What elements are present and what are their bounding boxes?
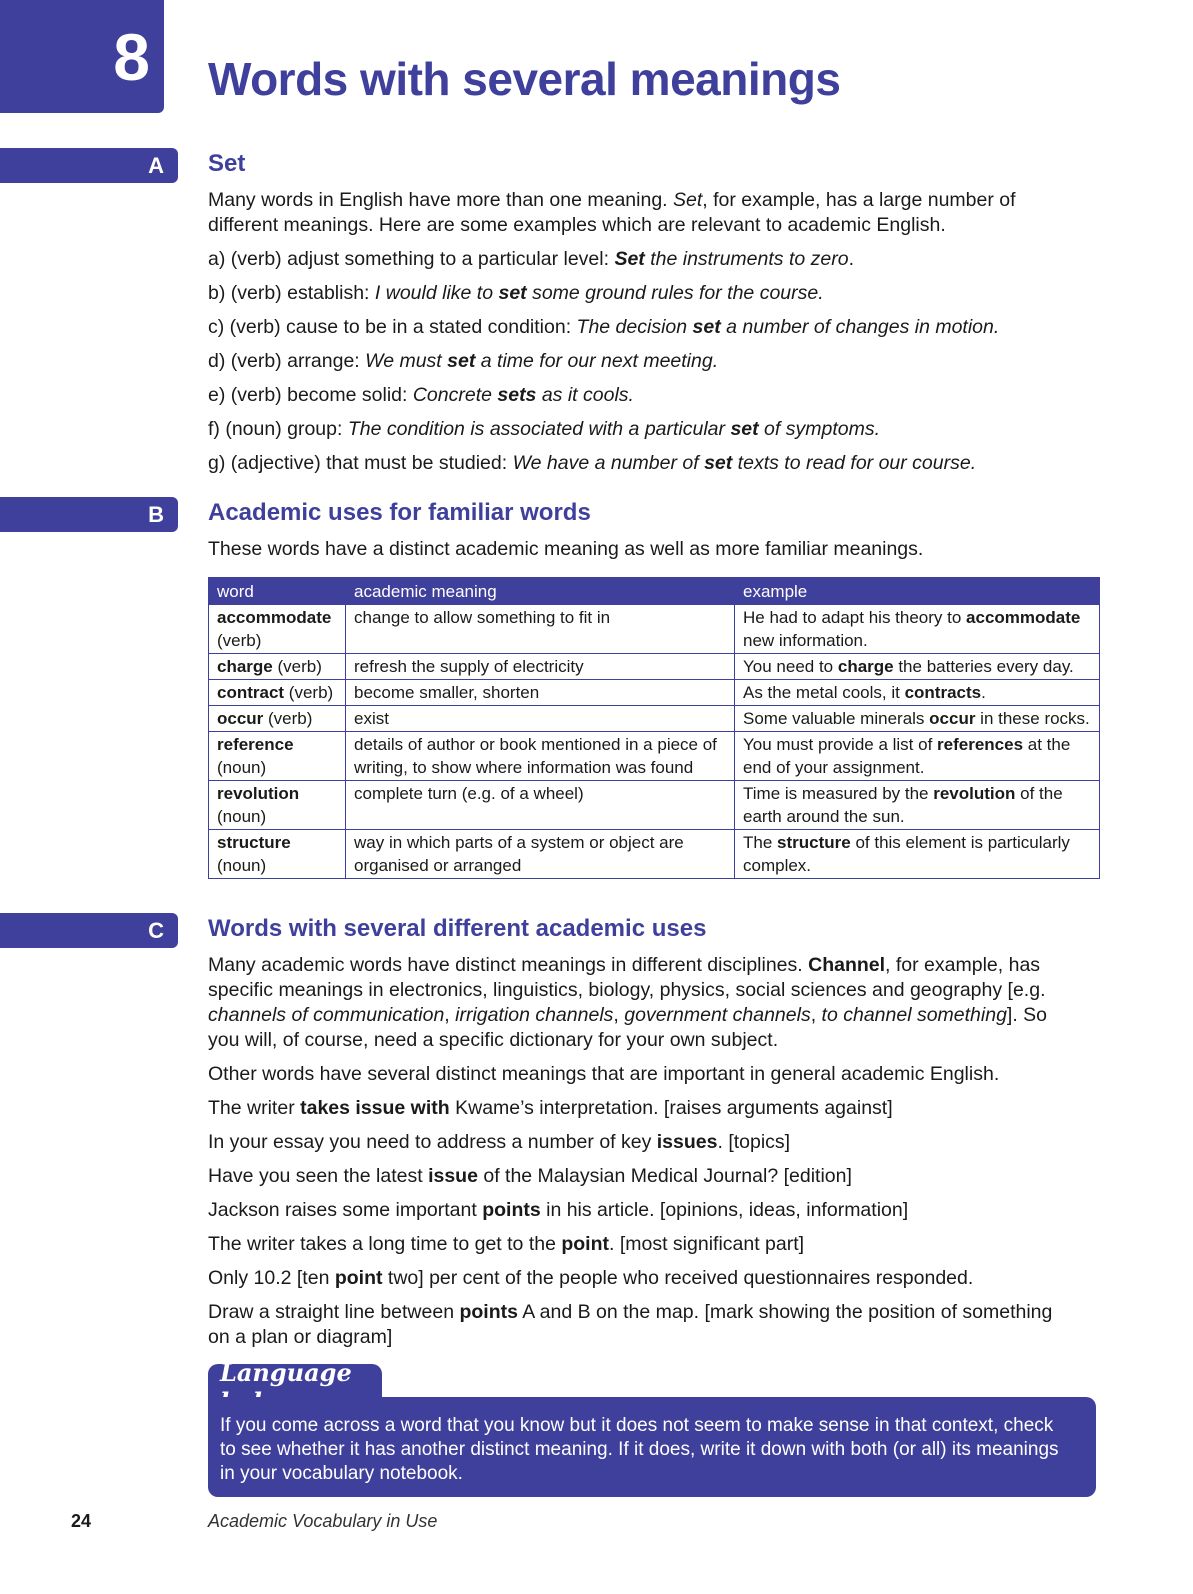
example-cell: He had to adapt his theory to accommodate new information. — [735, 605, 1100, 654]
word-cell: contract (verb) — [209, 680, 346, 706]
section-a-items — [208, 247, 1078, 476]
meaning-cell: become smaller, shorten — [346, 680, 735, 706]
word-cell: reference (noun) — [209, 732, 346, 781]
section-c-lines — [208, 1062, 1078, 1350]
list-item: e) (verb) become solid: Concrete sets as it cools. — [208, 384, 634, 406]
word-cell: occur (verb) — [209, 706, 346, 732]
list-item: Draw a straight line between points A and B on the map. [mark showing the position of something on a plan or diagram] — [208, 1301, 1053, 1348]
section-c-heading: Words with several different academic uses — [208, 915, 707, 942]
section-a-heading: Set — [208, 150, 246, 177]
word-cell: charge (verb) — [209, 654, 346, 680]
word-cell: accommodate (verb) — [209, 605, 346, 654]
section-b-tab — [0, 497, 178, 532]
section-b-heading: Academic uses for familiar words — [208, 499, 591, 526]
list-item: a) (verb) adjust something to a particular level: Set the instruments to zero. — [208, 248, 854, 270]
language-help-box — [208, 1397, 1096, 1497]
header-example: example — [735, 578, 1100, 605]
section-c-tab — [0, 913, 178, 948]
list-item: In your essay you need to address a number of key issues. [topics] — [208, 1131, 791, 1153]
section-a-intro: Many words in English have more than one meaning. Set, for example, has a large number of different meanings. Here are some examples which are relevant to academic English. — [208, 189, 1016, 236]
meaning-cell: change to allow something to fit in — [346, 605, 735, 654]
table-row — [209, 732, 1100, 781]
list-item: The writer takes a long time to get to the point. [most significant part] — [208, 1233, 805, 1255]
page-number: 24 — [71, 1511, 92, 1531]
section-a-body — [208, 188, 1078, 476]
language-help-label: Language — [220, 1358, 352, 1387]
word-cell: structure (noun) — [209, 830, 346, 879]
example-cell: As the metal cools, it contracts. — [735, 680, 1100, 706]
page-title: Words with several meanings — [208, 53, 841, 105]
section-a-letter: A — [148, 152, 164, 178]
example-cell: You must provide a list of references at the end of your assignment. — [735, 732, 1100, 781]
section-b-intro-text: These words have a distinct academic meaning as well as more familiar meanings. — [208, 538, 924, 560]
list-item: c) (verb) cause to be in a stated condition: The decision set a number of changes in motion. — [208, 316, 1000, 338]
unit-number: 8 — [113, 19, 150, 94]
example-cell: The structure of this element is particularly complex. — [735, 830, 1100, 879]
table-row — [209, 654, 1100, 680]
header-word: word — [209, 578, 346, 605]
table-row — [209, 680, 1100, 706]
meaning-cell: exist — [346, 706, 735, 732]
section-b-intro — [208, 537, 1078, 562]
unit-number-box — [0, 0, 164, 113]
table-row — [209, 605, 1100, 654]
header-meaning: academic meaning — [346, 578, 735, 605]
list-item: d) (verb) arrange: We must set a time for our next meeting. — [208, 350, 719, 372]
list-item: Other words have several distinct meanings that are important in general academic English. — [208, 1063, 1000, 1085]
example-cell: Some valuable minerals occur in these rocks. — [735, 706, 1100, 732]
vocabulary-table — [208, 577, 1100, 879]
list-item: Only 10.2 [ten point two] per cent of the people who received questionnaires responded. — [208, 1267, 974, 1289]
vocabulary-table-body — [209, 605, 1100, 879]
table-row — [209, 830, 1100, 879]
meaning-cell: complete turn (e.g. of a wheel) — [346, 781, 735, 830]
table-header-row — [209, 578, 1100, 605]
section-c-letter: C — [148, 917, 164, 943]
list-item: f) (noun) group: The condition is associated with a particular set of symptoms. — [208, 418, 881, 440]
meaning-cell: details of author or book mentioned in a piece of writing, to show where information was found — [346, 732, 735, 781]
meaning-cell: way in which parts of a system or object are organised or arranged — [346, 830, 735, 879]
list-item: Jackson raises some important points in his article. [opinions, ideas, information] — [208, 1199, 909, 1221]
section-a-tab — [0, 148, 178, 183]
section-c-body — [208, 953, 1078, 1350]
list-item: g) (adjective) that must be studied: We have a number of set texts to read for our course. — [208, 452, 977, 474]
language-help-text: If you come across a word that you know but it does not seem to make sense in that context, check to see whether it has another distinct meaning. If it does, write it down with both (or all) its meanings in your vocabulary notebook. — [220, 1415, 1059, 1484]
example-cell: Time is measured by the revolution of the earth around the sun. — [735, 781, 1100, 830]
example-cell: You need to charge the batteries every day. — [735, 654, 1100, 680]
book-title: Academic Vocabulary in Use — [208, 1511, 438, 1531]
section-c-intro: Many academic words have distinct meanings in different disciplines. Channel, for example, has specific meanings in electronics, linguistics, biology, physics, social sciences and geography [e.g. channels of communication, irrigation channels, government channels, to channel something]. So you will, of course, need a specific dictionary for your own subject. — [208, 954, 1048, 1051]
list-item: The writer takes issue with Kwame’s interpretation. [raises arguments against] — [208, 1097, 893, 1119]
word-cell: revolution (noun) — [209, 781, 346, 830]
table-row — [209, 781, 1100, 830]
list-item: b) (verb) establish: I would like to set some ground rules for the course. — [208, 282, 824, 304]
table-row — [209, 706, 1100, 732]
meaning-cell: refresh the supply of electricity — [346, 654, 735, 680]
list-item: Have you seen the latest issue of the Malaysian Medical Journal? [edition] — [208, 1165, 852, 1187]
section-b-letter: B — [148, 501, 164, 527]
